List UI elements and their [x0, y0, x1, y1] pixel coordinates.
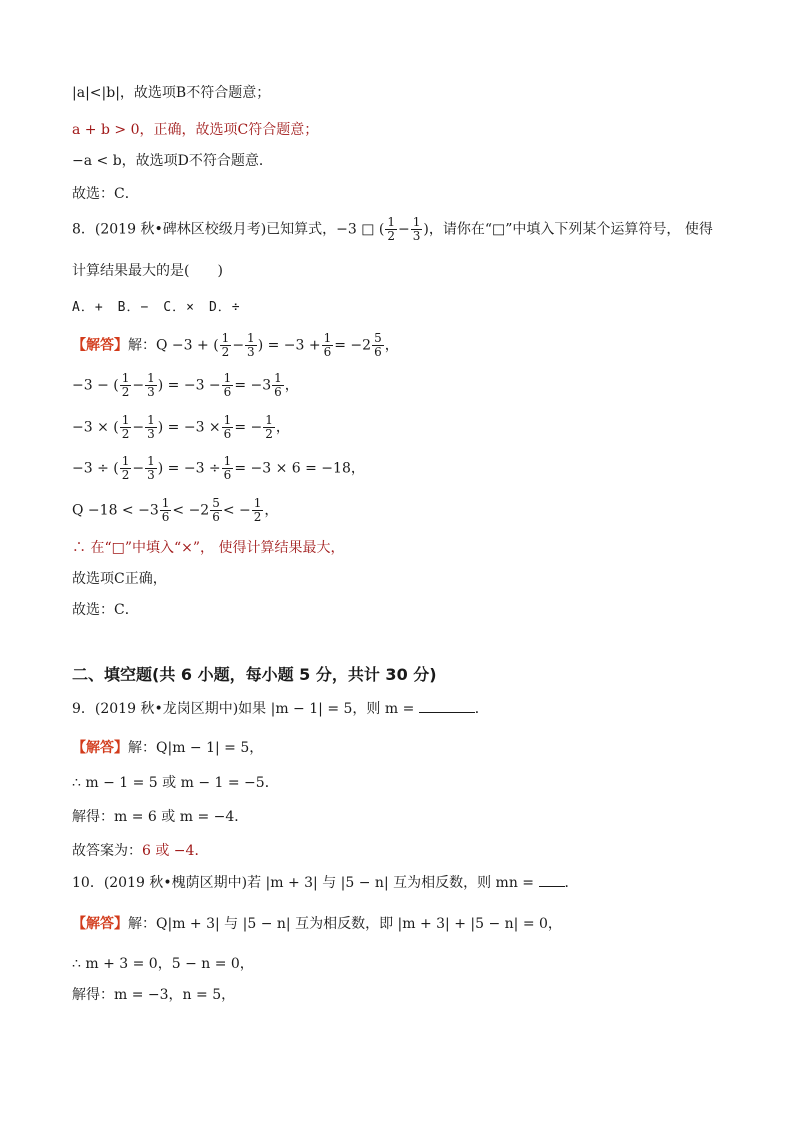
text: 故选：C． [72, 186, 139, 202]
q8-stem-cont [72, 260, 732, 282]
answer-tag: 【解答】 [72, 916, 128, 932]
text: A．+ B．− C．× D．÷ [72, 300, 241, 315]
q8-stem: 8．(2019 秋•碑林区校级月考)已知算式，−3 □ ( $\frac{1}{2}$ − $\frac{1}{3}$ )，请你在“□”中填入下列某个运算符号， 使得 [72, 215, 713, 243]
a8-correct [72, 568, 732, 590]
text: )，请你在“□”中填入下列某个运算符号， 使得 [423, 221, 713, 238]
q10-stem: 10．(2019 秋•槐荫区期中)若 |m + 3| 与 |5 − n| 互为相反数，则 mn = ． [72, 872, 732, 894]
a8-row1: 【解答】解：Q −3 + ( $\frac{1}{2}$ − $\frac{1}{3}$ ) = −3 + $\frac{1}{6}$ = −2 $\frac{5}{6}$ ， [72, 331, 399, 359]
text: 计算结果最大的是( ) [72, 263, 223, 279]
answer-tag: 【解答】 [72, 337, 128, 354]
q9-stem: 9．(2019 秋•龙岗区期中)如果 |m − 1| = 5，则 m = ． [72, 698, 732, 720]
a8-row4: −3 ÷ ( $\frac{1}{2}$ − $\frac{1}{3}$ ) = −3 ÷ $\frac{1}{6}$ = −3 × 6 = −18， [72, 454, 365, 482]
text: |a|<|b|，故选项B不符合题意； [72, 85, 271, 101]
answer-blank [539, 872, 565, 887]
text: 8．(2019 秋•碑林区校级月考)已知算式，−3 □ ( [72, 221, 385, 238]
a8-conclusion [72, 537, 732, 559]
text: ∴ 在“□”中填入“×”， 使得计算结果最大， [72, 540, 345, 556]
q8-options [72, 297, 732, 319]
a9-row4: 故答案为：6 或 −4． [72, 843, 209, 859]
answer-blank [419, 698, 475, 713]
line-option-b [72, 82, 732, 104]
text: a + b > 0，正确，故选项C符合题意； [72, 122, 319, 138]
a8-row3: −3 × ( $\frac{1}{2}$ − $\frac{1}{3}$ ) = −3 × $\frac{1}{6}$ = − $\frac{1}{2}$ ， [72, 413, 290, 441]
section-heading: 二、填空题(共 6 小题，每小题 5 分，共计 30 分) [72, 665, 437, 684]
text: 故选：C． [72, 602, 139, 618]
answer-tag: 【解答】 [72, 740, 128, 756]
fraction: $\frac{1}{3}$ [412, 215, 421, 243]
line-option-d [72, 150, 732, 172]
a10-row1: 【解答】解：Q|m + 3| 与 |5 − n| 互为相反数，即 |m + 3| + |5 − n| = 0， [72, 916, 562, 932]
text: 故选项C正确， [72, 571, 167, 587]
text: −a < b，故选项D不符合题意． [72, 153, 273, 169]
line-choice [72, 183, 732, 205]
a9-row1: 【解答】解：Q|m − 1| = 5， [72, 740, 264, 756]
a10-row2: ∴ m + 3 = 0，5 − n = 0， [72, 956, 254, 972]
a9-row3: 解得：m = 6 或 m = −4． [72, 809, 249, 825]
a8-choice [72, 599, 732, 621]
a8-row2: −3 − ( $\frac{1}{2}$ − $\frac{1}{3}$ ) = −3 − $\frac{1}{6}$ = −3 $\frac{1}{6}$ ， [72, 371, 299, 399]
line-option-c [72, 119, 732, 141]
a9-row2: ∴ m − 1 = 5 或 m − 1 = −5． [72, 775, 279, 791]
a8-row5: Q −18 < −3 $\frac{1}{6}$ < −2 $\frac{5}{6}$ < − $\frac{1}{2}$ ， [72, 496, 279, 524]
a10-row3: 解得：m = −3，n = 5， [72, 987, 236, 1003]
fraction: $\frac{1}{2}$ [387, 215, 396, 243]
